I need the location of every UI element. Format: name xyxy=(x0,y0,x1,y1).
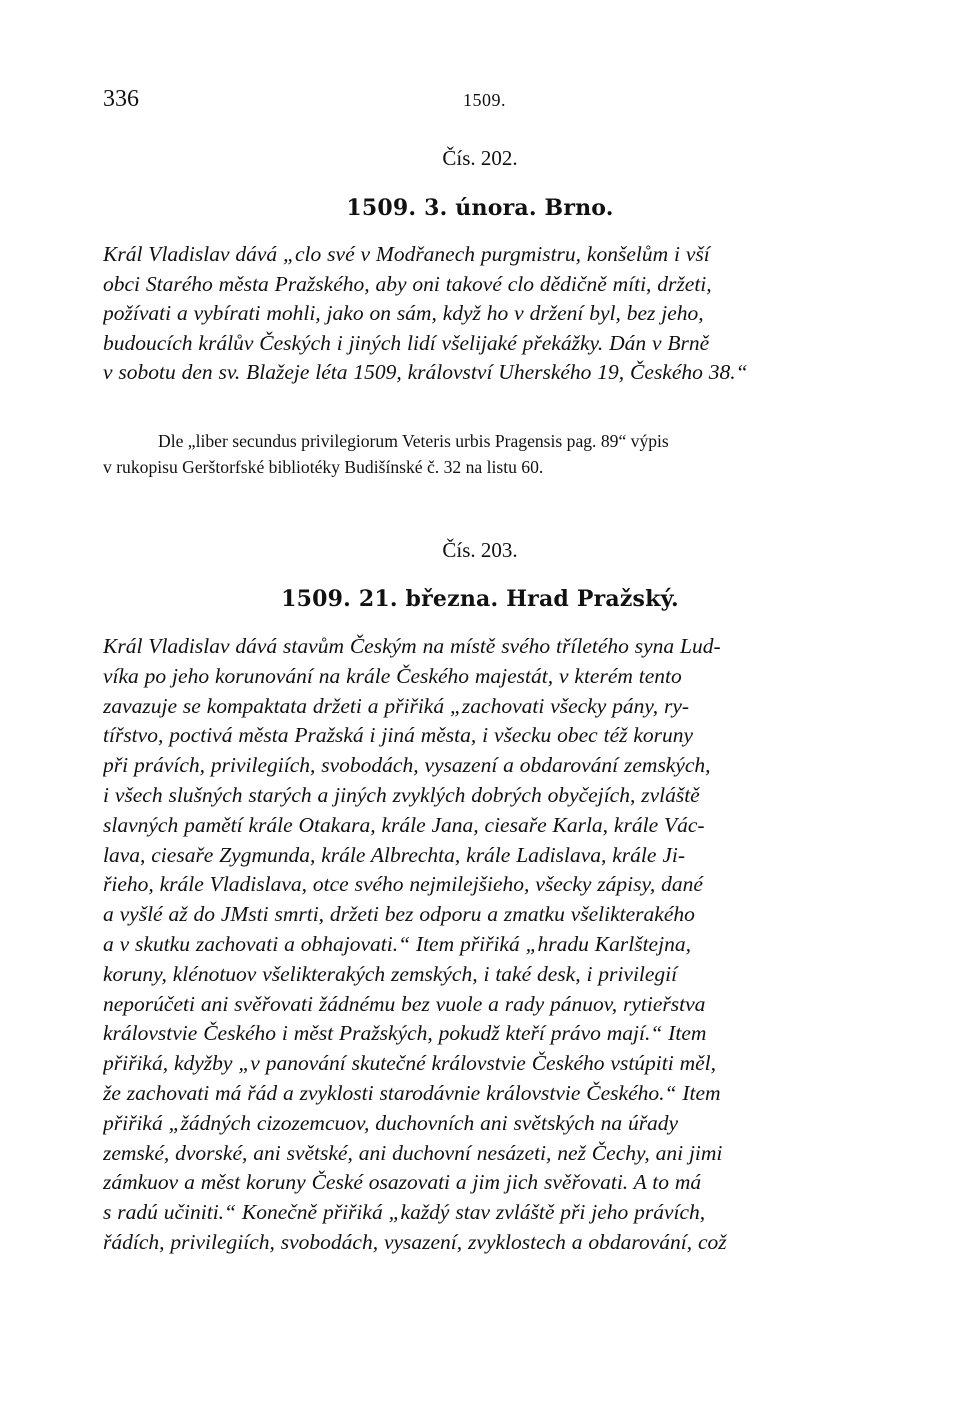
body-line: zámkuov a měst koruny České osazovati a jim jich svěřovati. A to má xyxy=(103,1170,702,1195)
body-line: přiřiká, kdyžby „v panování skutečné královstvie Českého vstúpiti měl, xyxy=(103,1051,717,1076)
body-line: řieho, krále Vladislava, otce svého nejmilejšieho, všecky zápisy, dané xyxy=(103,872,703,897)
body-line: tířstvo, poctivá města Pražská i jiná města, i všecku obec též koruny xyxy=(103,723,694,748)
summary-line: obci Starého města Pražského, aby oni takové clo dědičně míti, držeti, xyxy=(103,271,712,296)
document-body xyxy=(103,632,863,1258)
body-line: a vyšlé až do JMsti smrti, držeti bez odporu a zmatku všelikterakého xyxy=(103,902,695,927)
document-number: Čís. 202. xyxy=(442,146,518,170)
body-line: a v skutku zachovati a obhajovati.“ Item přiřiká „hradu Karlštejna, xyxy=(103,931,691,956)
body-line: lava, ciesaře Zygmunda, krále Albrechta, krále Ladislava, krále Ji- xyxy=(103,842,685,867)
document-heading: 1509. 3. února. Brno. xyxy=(346,195,614,221)
summary-line: v sobotu den sv. Blažeje léta 1509, království Uherského 19, Českého 38.“ xyxy=(103,360,748,385)
summary-line: Král Vladislav dává „clo své v Modřanech purgmistru, konšelům i vší xyxy=(103,242,710,266)
body-line: při právích, privilegiích, svobodách, vysazení a obdarování zemských, xyxy=(103,753,711,778)
body-line: Král Vladislav dává stavům Českým na místě svého tříletého syna Lud- xyxy=(103,634,721,658)
document-number: Čís. 203. xyxy=(442,538,518,562)
body-line: královstvie Českého i měst Pražských, pokudž kteří právo mají.“ Item xyxy=(103,1021,707,1046)
body-line: koruny, klénotuov všelikterakých zemských, i také desk, i privilegií xyxy=(103,961,678,986)
page-number: 336 xyxy=(103,86,139,112)
body-line: zavazuje se kompaktata držeti a přiřiká „zachovati všecky pány, ry- xyxy=(103,693,690,718)
body-line: i všech slušných starých a jiných zvyklých dobrých obyčejích, zvláště xyxy=(103,782,700,807)
summary-line: požívati a vybírati mohli, jako on sám, když ho v držení byl, bez jeho, xyxy=(103,301,704,326)
body-line: zemské, dvorské, ani světské, ani duchovní nesázeti, než Čechy, ani jimi xyxy=(103,1140,723,1165)
document-summary xyxy=(103,240,863,388)
document-heading: 1509. 21. března. Hrad Pražský. xyxy=(281,586,679,612)
page-header xyxy=(103,84,863,116)
body-line: neporúčeti ani svěřovati žádnému bez vuole a rady pánuov, rytieřstva xyxy=(103,991,706,1016)
source-note xyxy=(103,428,863,480)
body-line: řádích, privilegiích, svobodách, vysazení, zvyklostech a obdarování, což xyxy=(103,1229,727,1254)
source-line: v rukopisu Gerštorfské bibliotéky Budišínské č. 32 na listu 60. xyxy=(103,457,544,477)
body-line: že zachovati má řád a zvyklosti starodávnie královstvie Českého.“ Item xyxy=(103,1080,721,1105)
body-line: slavných pamětí krále Otakara, krále Jana, ciesaře Karla, krále Vác- xyxy=(103,812,705,837)
summary-line: budoucích králův Českých i jiných lidí všelijaké překážky. Dán v Brně xyxy=(103,330,710,355)
body-line: přiřiká „žádných cizozemcuov, duchovních ani světských na úřady xyxy=(103,1110,679,1135)
running-header-year: 1509. xyxy=(463,90,506,110)
body-line: víka po jeho korunování na krále Českého majestát, v kterém tento xyxy=(103,663,682,688)
source-line: Dle „liber secundus privilegiorum Veteris urbis Pragensis pag. 89“ výpis xyxy=(158,431,669,451)
body-line: s radú učiniti.“ Konečně přiřiká „každý stav zvláště při jeho právích, xyxy=(103,1200,706,1225)
